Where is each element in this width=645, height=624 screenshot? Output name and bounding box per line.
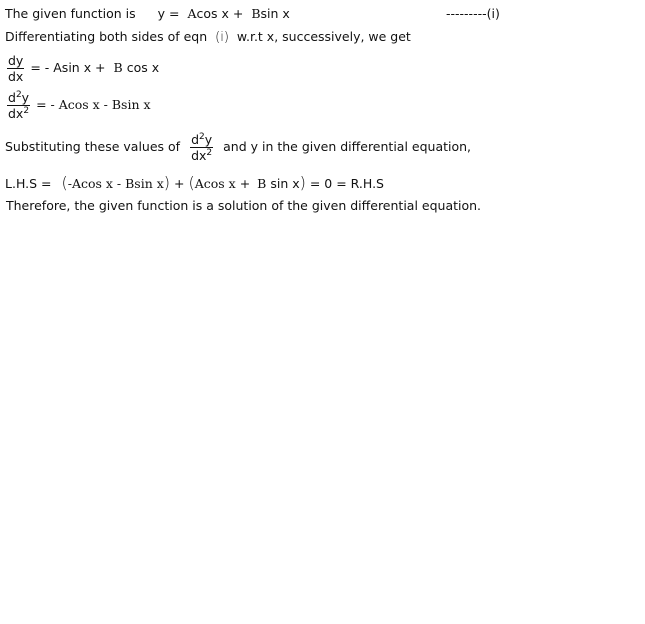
eq-cos-term: cos x + <box>196 6 244 21</box>
lhs-close-paren-2: ) <box>299 173 306 192</box>
d2y-dx2-fraction <box>7 90 30 121</box>
sub-var: y <box>204 132 213 147</box>
lhs-term-1: -Acos x - Bsin x <box>67 176 164 191</box>
lhs-close-paren-1: ) <box>163 173 171 192</box>
differentiating-line <box>5 29 411 46</box>
dy-dx-fraction <box>7 53 24 84</box>
lhs-label: L.H.S = <box>5 176 52 191</box>
dy-numerator: dy <box>8 53 24 68</box>
eq-coef-a: A <box>187 6 197 21</box>
eq-coef-b: B <box>251 6 261 21</box>
sub-den-exp: 2 <box>206 148 213 158</box>
sub-d: d <box>191 132 199 147</box>
lhs-term-2-sin: sin x <box>270 176 300 191</box>
differentiating-text: Differentiating both sides of eqn <box>5 29 208 44</box>
lhs-line <box>5 175 384 192</box>
second-derivative-rhs: = - Acos x - Bsin x <box>36 97 151 112</box>
given-function-text: The given function is <box>5 6 136 21</box>
dx-denominator: dx <box>8 69 24 84</box>
first-derivative-rhs-a: = - Asin x + <box>30 60 106 75</box>
first-derivative-line <box>5 53 159 84</box>
differentiating-rest: w.r.t x, successively, we get <box>236 29 411 44</box>
dx2-exp: 2 <box>23 106 30 116</box>
substitution-line <box>5 132 471 163</box>
substitution-text-b: and y in the given differential equation, <box>223 139 472 154</box>
substitution-numerator <box>190 132 213 148</box>
d2y-d: d <box>8 90 16 105</box>
eq-y: y = <box>157 6 180 21</box>
lhs-term-2a: Acos x + <box>194 176 251 191</box>
lhs-plus: + <box>174 176 185 191</box>
eqn-ref: (i) <box>215 30 229 45</box>
d2y-numerator <box>7 90 30 106</box>
lhs-open-paren-1: ( <box>61 173 68 192</box>
dx2-dx: dx <box>8 106 24 121</box>
lhs-result: = 0 = R.H.S <box>309 176 384 191</box>
eq-sin-term: sin x <box>260 6 290 21</box>
substitution-fraction <box>190 132 213 163</box>
first-derivative-coef-b: B <box>113 60 123 75</box>
d2y-exp: 2 <box>15 90 22 100</box>
sub-dx: dx <box>191 148 207 163</box>
substitution-denominator <box>190 148 213 163</box>
conclusion-line: Therefore, the given function is a solution of the given differential equation. <box>6 198 482 213</box>
first-derivative-rhs-b: cos x <box>126 60 160 75</box>
second-derivative-line <box>5 90 151 121</box>
lhs-term-2-coef-b: B <box>257 176 267 191</box>
lhs-open-paren-2: ( <box>188 173 195 192</box>
sub-num-exp: 2 <box>199 132 205 142</box>
d2y-var: y <box>21 90 30 105</box>
given-function-line <box>5 6 290 22</box>
substitution-text-a: Substituting these values of <box>5 139 181 154</box>
equation-tag: ---------(i) <box>446 6 500 21</box>
dx2-denominator <box>7 106 30 121</box>
